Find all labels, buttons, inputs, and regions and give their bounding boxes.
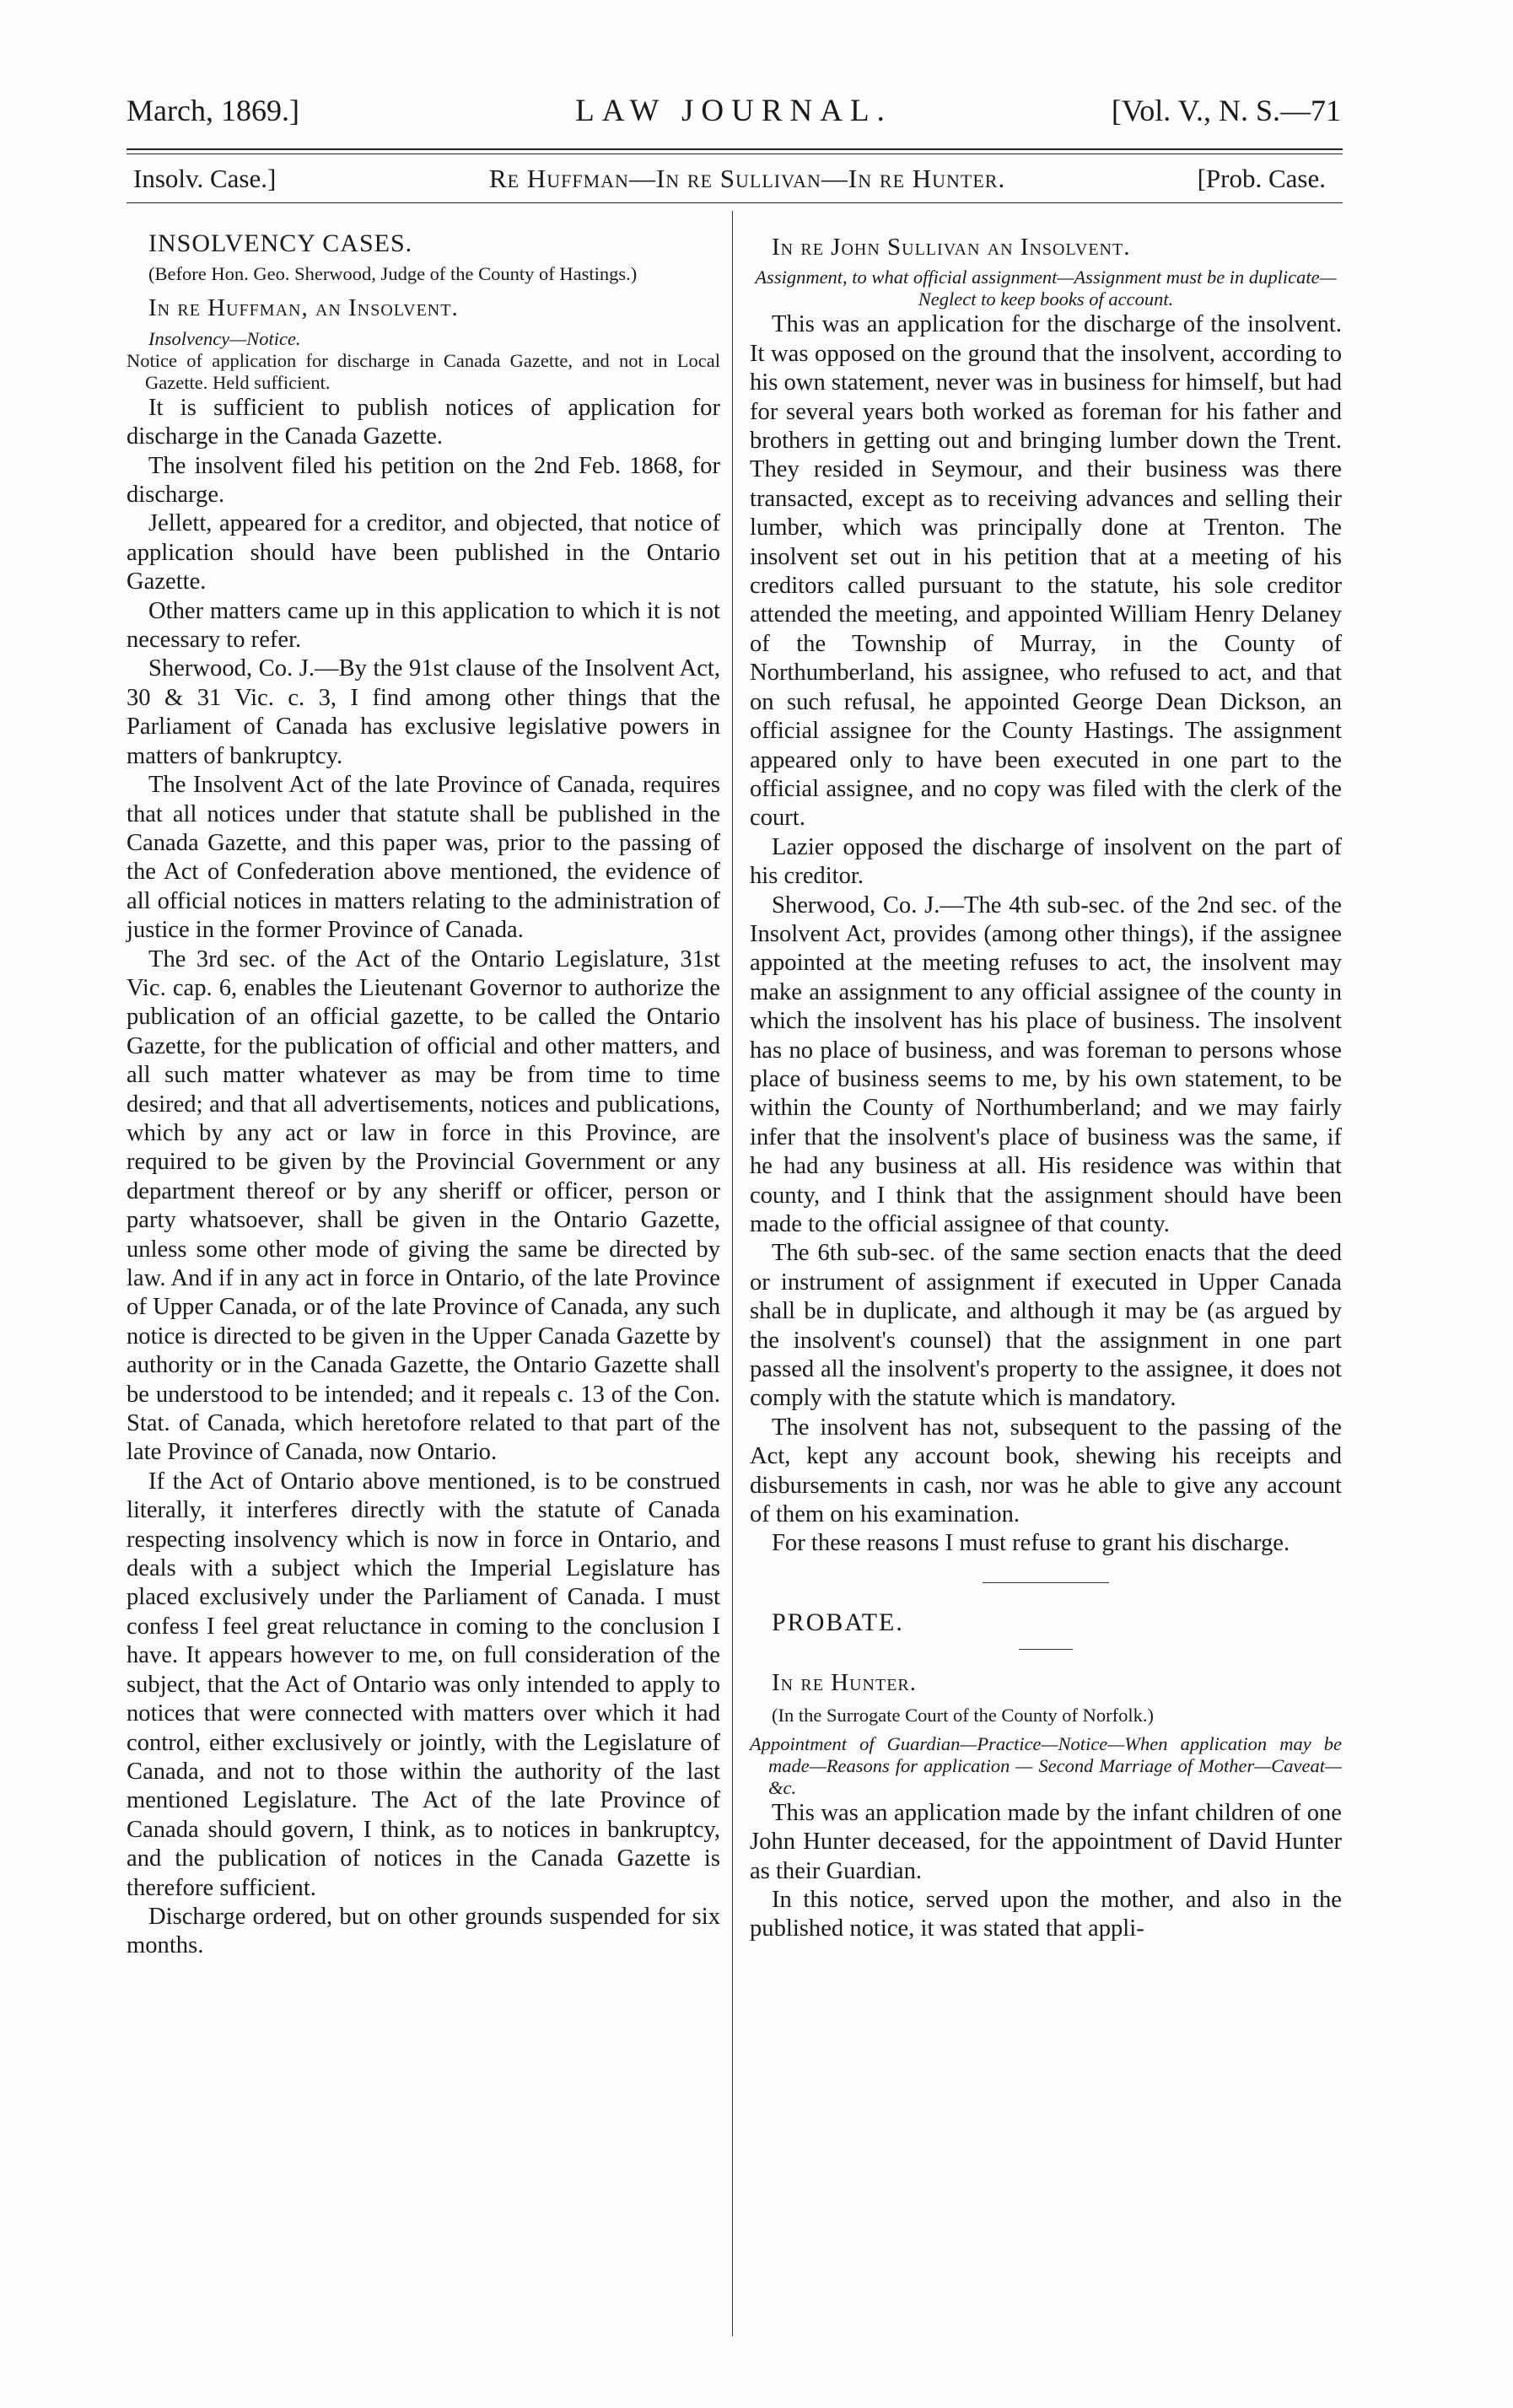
volume-page: [Vol. V., N. S.—71: [1111, 94, 1341, 127]
paragraph: Discharge ordered, but on other grounds suspended for six months.: [127, 1903, 720, 1959]
paragraph: The 3rd sec. of the Act of the Ontario Legislature, 31st Vic. cap. 6, enables the Lieutenant Governor to authorize the publication of an official gazette, to be called the Ontario Gazette, for the publication of official and other matters, and all such matter whatever as may be from time to time desired; and that all advertisements, notices and publications, which by any act or law in force in this Province, are required to be given by the Provincial Government or any department thereof or by any sheriff or officer, person or party whatsoever, shall be given in the Ontario Gazette, unless some other mode of giving the same be directed by law. And if in any act in force in Ontario, of the late Province of Upper Canada, or of the late Province of Canada, any such notice is directed to be given in the Upper Canada Gazette by authority or in the Canada Gazette, the Ontario Gazette shall be understood to be intended; and it repeals c. 13 of the Con. Stat. of Canada, which heretofore related to that part of the late Province of Canada, now Ontario.: [127, 945, 720, 1466]
paragraph: The Insolvent Act of the late Province of Canada, requires that all notices under that statute shall be published in the Canada Gazette, and this paper was, prior to the passing of the Act of Confederation above mentioned, the evidence of all official notices in matters relating to the administration of justice in the former Province of Canada.: [127, 772, 720, 944]
headnote: Assignment, to what official assignment—Assignment must be in duplicate—Neglect to keep books of account.: [755, 267, 1337, 310]
case-title: In re Huffman, an Insolvent.: [148, 294, 459, 322]
paragraph: The 6th sub-sec. of the same section enacts that the deed or instrument of assignment if executed in Upper Canada shall be in duplicate, and although it may be (as argued by the insolvent's counsel) that the assignment in one part passed all the insolvent's property to the assignee, it does not comply with the statute which is mandatory.: [750, 1240, 1342, 1412]
column-divider: [732, 211, 733, 2336]
case-subhead: [127, 160, 1341, 199]
probate-headnote: Appointment of Guardian—Practice—Notice—When application may be made—Reasons for application — Second Marriage of Mother—Caveat—&c.: [750, 1732, 1342, 1798]
issue-date: March, 1869.]: [127, 94, 299, 127]
section-rule-small: [1019, 1649, 1073, 1650]
paragraph: This was an application made by the infant children of one John Hunter deceased, for the appointment of David Hunter as their Guardian.: [750, 1799, 1342, 1884]
section-title: INSOLVENCY CASES.: [148, 229, 413, 257]
right-case-label: [Prob. Case.: [1197, 164, 1326, 193]
paragraph: For these reasons I must refuse to grant his discharge.: [772, 1530, 1290, 1557]
header-rule: [127, 148, 1343, 150]
center-case-label: Re Huffman—In re Sullivan—In re Hunter.: [489, 164, 1006, 193]
paragraph: The insolvent has not, subsequent to the passing of the Act, kept any account book, shewing his receipts and disbursements in cash, nor was he able to give any account of them on his examination.: [750, 1414, 1342, 1528]
running-head: [127, 86, 1341, 137]
headnote: Notice of application for discharge in Canada Gazette, and not in Local Gazette. Held sufficient.: [127, 349, 720, 393]
subhead-rule: [127, 202, 1343, 203]
paragraph: Sherwood, Co. J.—The 4th sub-sec. of the 2nd sec. of the Insolvent Act, provides (among other things), if the assignee appointed at the meeting refuses to act, the insolvent may make an assignment to any official assignee of the county in which the insolvent has his place of business. The insolvent has no place of business, and was foreman to persons whose place of business seems to me, by his own statement, to be within the County of Northumberland; and we may fairly infer that the insolvent's place of business was the same, if he had any business at all. His residence was within that county, and I think that the assignment should have been made to the official assignee of that county.: [750, 892, 1342, 1237]
probate-case-title: In re Hunter.: [772, 1669, 918, 1697]
left-case-label: Insolv. Case.]: [133, 164, 277, 193]
paragraph: This was an application for the discharge of the insolvent. It was opposed on the ground that the insolvent, according to his own statement, never was in business for himself, but had for several years both worked as foreman for his father and brothers in getting out and bringing lumber down the Trent. They resided in Seymour, and their business was there transacted, except as to receiving advances and selling their lumber, which was principally done at Trenton. The insolvent set out in his petition that at a meeting of his creditors called pursuant to the statute, his sole creditor attended the meeting, and appointed William Henry Delaney of the Township of Murray, in the County of Northumberland, his assignee, who refused to act, and that on such refusal, he appointed George Dean Dickson, an official assignee for the County Hastings. The assignment appeared only to have been executed in one part to the official assignee, and no copy was filed with the clerk of the court.: [750, 311, 1343, 832]
paragraph: It is sufficient to publish notices of application for discharge in the Canada Gazette.: [127, 394, 720, 450]
paragraph: Jellett, appeared for a creditor, and objected, that notice of application should have been published in the Ontario Gazette.: [127, 510, 720, 595]
case-subject: Insolvency—Notice.: [148, 327, 301, 349]
right-column: [750, 221, 1342, 1944]
probate-title: PROBATE.: [772, 1608, 904, 1636]
section-rule: [983, 1582, 1109, 1583]
left-column: [127, 221, 720, 1961]
court-before: (Before Hon. Geo. Sherwood, Judge of the County of Hastings.): [148, 263, 638, 285]
paragraph: Lazier opposed the discharge of insolvent on the part of his creditor.: [750, 833, 1342, 890]
probate-court: (In the Surrogate Court of the County of Norfolk.): [772, 1704, 1155, 1726]
paragraph: The insolvent filed his petition on the 2nd Feb. 1868, for discharge.: [127, 452, 720, 509]
case-title: In re John Sullivan an Insolvent.: [772, 234, 1131, 261]
paragraph: Other matters came up in this application to which it is not necessary to refer.: [127, 597, 720, 654]
journal-title: LAW JOURNAL.: [575, 94, 892, 128]
paragraph: If the Act of Ontario above mentioned, is to be construed literally, it interferes directly with the statute of Canada respecting insolvency which is now in force in Ontario, and deals with a subject which the Imperial Legislature has placed exclusively under the Parliament of Canada. I must confess I feel great reluctance in coming to the conclusion I have. It appears however to me, on full consideration of the subject, that the Act of Ontario was only intended to apply to notices that were connected with matters over which it had control, either exclusively or jointly, with the Legislature of Canada, and not to those within the authority of the last mentioned Legislature. The Act of the late Province of Canada should govern, I think, as to notices in bankruptcy, and the publication of notices in the Canada Gazette is therefore sufficient.: [127, 1468, 720, 1901]
paragraph: In this notice, served upon the mother, and also in the published notice, it was stated that appli-: [750, 1886, 1342, 1942]
paragraph: Sherwood, Co. J.—By the 91st clause of the Insolvent Act, 30 & 31 Vic. c. 3, I find among other things that the Parliament of Canada has exclusive legislative powers in matters of bankruptcy.: [127, 655, 720, 769]
